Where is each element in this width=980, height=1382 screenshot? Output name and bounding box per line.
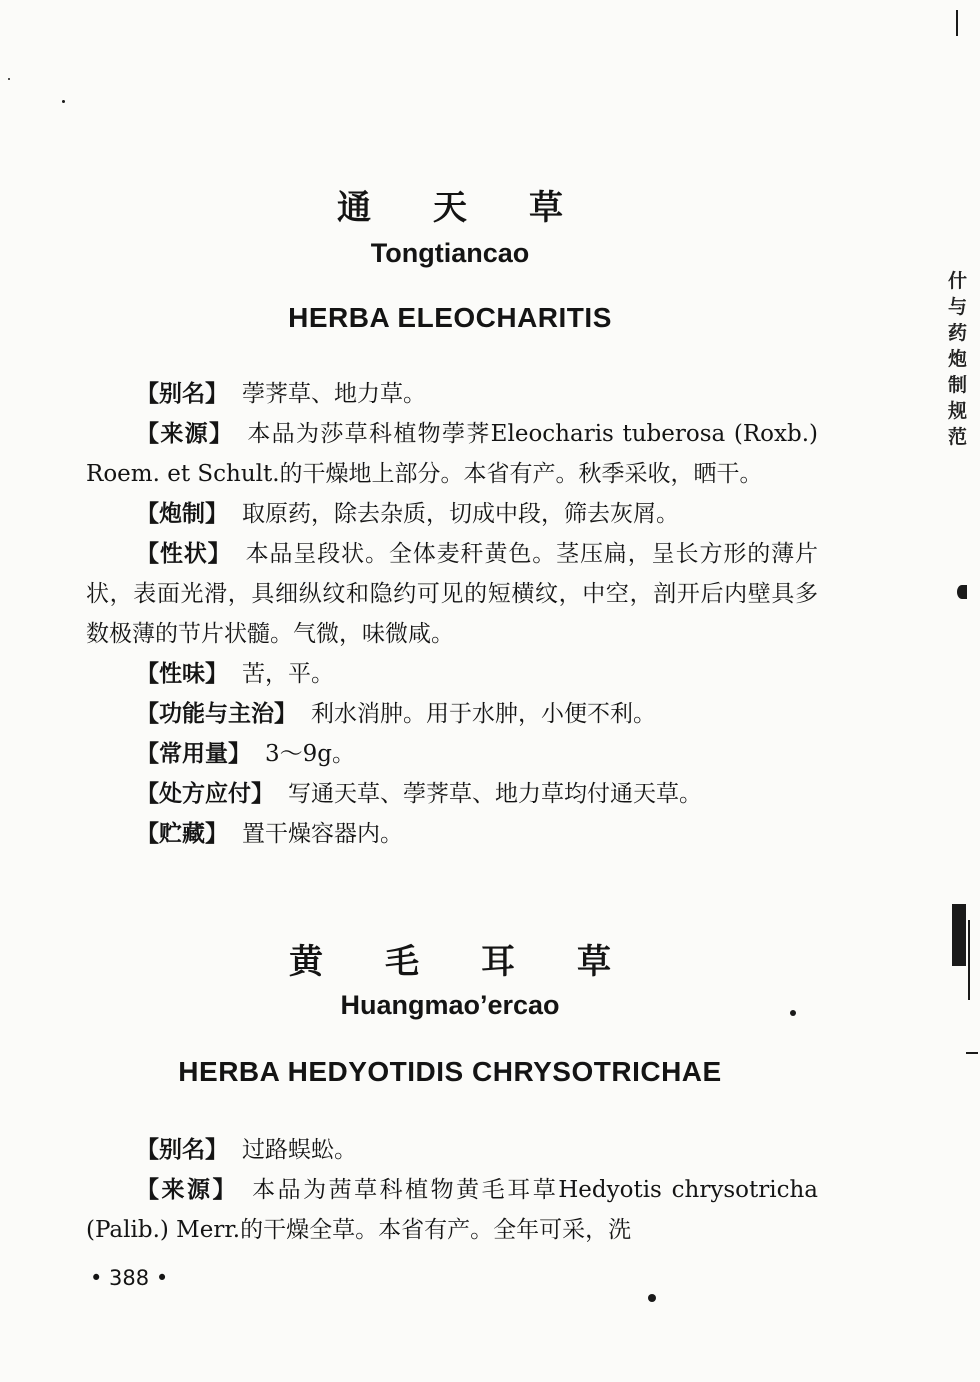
scan-speck: [957, 585, 967, 599]
section-text: 苦，平。: [242, 661, 334, 687]
entry-paragraph: [86, 494, 818, 534]
section-text: 本品呈段状。全体麦秆黄色。茎压扁，呈长方形的薄片状，表面光滑，具细纵纹和隐约可见的短横纹，中空，剖开后内壁具多数极薄的节片状髓。气微，味微咸。: [86, 541, 819, 647]
section-text: 3～9g。: [265, 741, 355, 767]
entry-paragraph: [86, 774, 818, 814]
entry-latin-name: HERBA ELEOCHARITIS: [288, 302, 612, 333]
binding-bar: [952, 904, 966, 966]
section-label: 【功能与主治】: [136, 701, 297, 727]
entry-title-cn: 黄毛耳草: [289, 942, 673, 982]
section-label: 【别名】: [136, 1137, 228, 1163]
section-label: 【炮制】: [136, 501, 228, 527]
entry-paragraph: [86, 734, 818, 774]
entry-paragraph: [86, 814, 818, 854]
scan-speck: [966, 1052, 978, 1054]
entry-pinyin: Tongtiancao: [370, 238, 530, 268]
scan-speck: [648, 1294, 656, 1302]
section-text: 过路蜈蚣。: [242, 1137, 357, 1163]
section-text: 写通天草、荸荠草、地力草均付通天草。: [288, 781, 702, 807]
section-label: 【处方应付】: [136, 781, 274, 807]
section-label: 【来源】: [136, 421, 234, 447]
section-text: 置干燥容器内。: [242, 821, 403, 847]
entry-paragraph: [86, 534, 818, 654]
scan-speck: [956, 10, 958, 36]
entry-paragraph: [86, 654, 818, 694]
entry-pinyin: Huangmao’ercao: [340, 990, 560, 1020]
section-text: 取原药，除去杂质，切成中段，筛去灰屑。: [242, 501, 679, 527]
section-text: 本品为茜草科植物黄毛耳草Hedyotis chrysotricha (Palib.) Merr.的干燥全草。本省有产。全年可采，洗: [86, 1177, 819, 1243]
section-label: 【贮藏】: [136, 821, 228, 847]
section-label: 【常用量】: [136, 741, 251, 767]
page-number: • 388 •: [90, 1266, 169, 1290]
margin-running-title: 什与药炮制规范: [948, 270, 968, 448]
section-label: 【来源】: [136, 1177, 239, 1203]
entry-paragraph: [86, 414, 818, 494]
entry-title-cn: 通天草: [337, 188, 625, 228]
entry-latin-name: HERBA HEDYOTIDIS CHRYSOTRICHAE: [178, 1056, 722, 1087]
entry-paragraph: [86, 1130, 818, 1170]
section-label: 【别名】: [136, 381, 228, 407]
section-text: 本品为莎草科植物荸荠Eleocharis tuberosa (Roxb.) Roem. et Schult.的干燥地上部分。本省有产。秋季采收，晒干。: [86, 421, 819, 487]
section-label: 【性味】: [136, 661, 228, 687]
section-text: 利水消肿。用于水肿，小便不利。: [311, 701, 656, 727]
entry-paragraph: [86, 1170, 818, 1250]
scan-speck: [790, 1010, 796, 1016]
section-text: 荸荠草、地力草。: [242, 381, 426, 407]
binding-bar: [968, 920, 970, 1000]
entry-paragraph: [86, 374, 818, 414]
section-label: 【性状】: [136, 541, 232, 567]
entry-body: [86, 374, 818, 854]
scan-speck: [62, 100, 65, 103]
scan-speck: [8, 78, 10, 80]
entry-body: [86, 1130, 818, 1250]
entry-paragraph: [86, 694, 818, 734]
